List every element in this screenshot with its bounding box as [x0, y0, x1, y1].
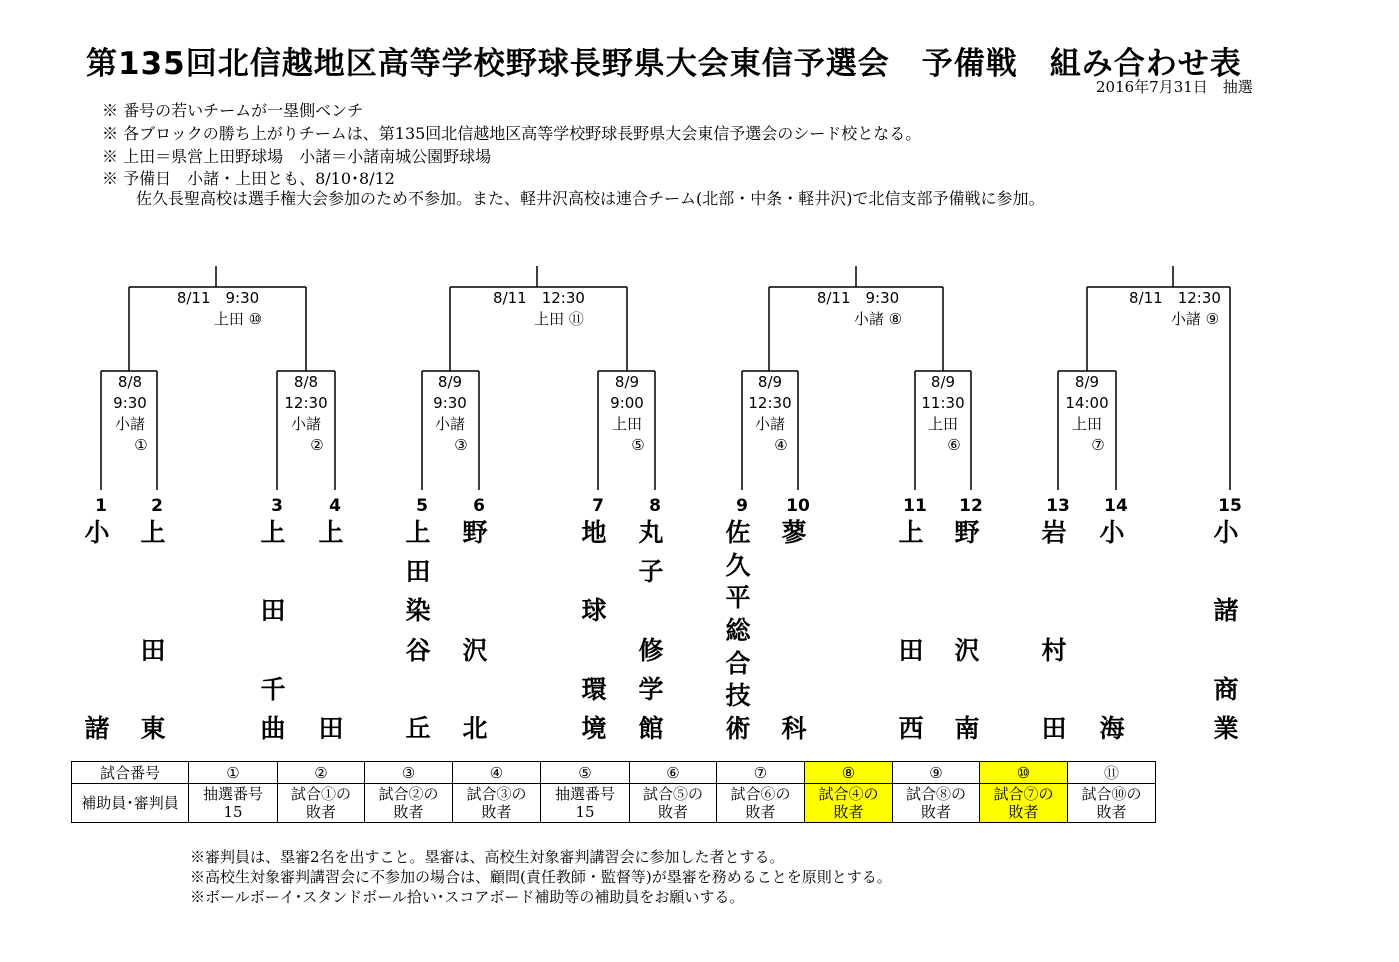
team-number: 9	[736, 496, 748, 516]
team-number: 12	[959, 496, 983, 516]
game-number: ①	[134, 436, 148, 454]
team-number: 4	[329, 496, 341, 516]
game-date: 8/8	[293, 373, 319, 391]
duty-game-number: ②	[278, 762, 365, 784]
game-venue: 小諸	[114, 415, 146, 433]
team-name	[577, 518, 611, 744]
game-number: ⑤	[631, 436, 645, 454]
team-name-char: 沢	[954, 635, 980, 665]
duty-assignment-line: 試合①の	[290, 785, 351, 803]
team-name-char: 野	[462, 518, 488, 547]
duty-assignment-line: 試合④の	[818, 785, 879, 803]
team-number: 14	[1104, 496, 1128, 516]
game-time: 9:00	[610, 394, 644, 412]
duty-assignment-line: 試合②の	[378, 785, 439, 803]
game-time: 12:30	[284, 394, 328, 412]
game-date: 8/8	[117, 373, 143, 391]
duty-assignment-line: 敗者	[745, 803, 776, 821]
team-name-char: 上	[260, 518, 286, 547]
team-name	[894, 518, 928, 744]
first-game-7	[1065, 372, 1108, 456]
note-bench: ※ 番号の若いチームが一塁側ベンチ	[102, 101, 364, 120]
team-name-char: 千	[260, 674, 286, 704]
team-name	[1209, 518, 1243, 744]
note-reserve-day: ※ 予備日 小諸・上田とも、8/10･8/12	[102, 169, 395, 188]
team-number: 7	[592, 496, 604, 516]
duty-assignment-line: 試合⑩の	[1081, 785, 1142, 803]
team-number: 10	[786, 496, 810, 516]
team-name-char: 地	[581, 518, 607, 547]
team-name-char: 修	[638, 635, 664, 665]
team-number: 2	[151, 496, 163, 516]
duty-game-number: ⑪	[1068, 762, 1156, 784]
final-game-8	[814, 288, 902, 330]
team-name-char: 田	[140, 635, 166, 665]
team-number: 11	[903, 496, 927, 516]
duty-assignment	[541, 784, 630, 823]
duty-table-game-header: 試合番号	[72, 762, 189, 784]
final-game-venue: 上田 ⑩	[213, 310, 263, 328]
duty-assignment-line: 敗者	[481, 803, 512, 821]
team-name	[458, 518, 492, 744]
team-name-char: 平	[725, 583, 751, 613]
team-name-char: 小	[1099, 518, 1125, 547]
duty-assignment	[453, 784, 541, 823]
duty-assignment-line: 抽選番号	[202, 785, 263, 803]
duty-table-header-row	[72, 762, 1156, 784]
team-number: 13	[1046, 496, 1070, 516]
team-name	[136, 518, 170, 744]
duty-game-number: ⑥	[630, 762, 717, 784]
team-name-char: 環	[581, 674, 607, 704]
duty-assignment-line: 試合⑤の	[642, 785, 703, 803]
final-game-venue: 上田 ⑪	[534, 310, 584, 328]
duty-assignment	[630, 784, 717, 823]
team-number: 5	[416, 496, 428, 516]
duty-assignment	[1068, 784, 1156, 823]
duty-assignment-line: 敗者	[305, 803, 336, 821]
team-name-char: 北	[462, 714, 488, 743]
footnote-advisor: ※高校生対象審判講習会に不参加の場合は、顧問(責任教師・監督等)が塁審を務めることを原則とする。	[190, 868, 892, 886]
duty-assignment-line: 試合⑦の	[993, 785, 1054, 803]
team-name-char: 合	[725, 648, 751, 678]
final-game-venue: 小諸 ⑨	[1170, 310, 1220, 328]
team-name-char: 諸	[84, 714, 110, 743]
duty-game-number: ⑨	[893, 762, 980, 784]
duty-game-number: ⑧	[805, 762, 893, 784]
team-name-char: 曲	[260, 714, 286, 743]
game-number: ③	[454, 436, 468, 454]
team-number: 1	[95, 496, 107, 516]
note-absent-schools: 佐久長聖高校は選手権大会参加のため不参加。また、軽井沢高校は連合チーム(北部・中条・軽井沢)で北信支部予備戦に参加。	[136, 189, 1045, 208]
team-name-char: 西	[898, 714, 924, 743]
team-number: 15	[1218, 496, 1242, 516]
team-name-char: 蓼	[781, 518, 807, 547]
team-name-char: 技	[725, 681, 751, 711]
team-name	[950, 518, 984, 744]
team-number: 3	[271, 496, 283, 516]
team-name-char: 田	[405, 557, 431, 587]
first-game-5	[609, 372, 644, 456]
team-number: 8	[649, 496, 661, 516]
final-game-date-time: 8/11 9:30	[816, 289, 900, 307]
game-time: 14:00	[1065, 394, 1109, 412]
duty-assignment-line: 15	[575, 803, 595, 821]
team-name	[777, 518, 811, 744]
game-date: 8/9	[1074, 373, 1100, 391]
duty-table-assign-row	[72, 784, 1156, 823]
duty-assignment-line: 試合⑥の	[730, 785, 791, 803]
duty-game-number: ①	[189, 762, 278, 784]
game-venue: 上田	[611, 415, 643, 433]
team-name-char: 岩	[1041, 518, 1067, 547]
final-game-11	[493, 288, 585, 330]
game-time: 11:30	[921, 394, 965, 412]
team-name-char: 佐	[725, 518, 751, 547]
duty-game-number: ⑤	[541, 762, 630, 784]
duty-assignment	[980, 784, 1068, 823]
team-name-char: 村	[1041, 635, 1067, 665]
duty-assignment-line: 15	[223, 803, 243, 821]
game-date: 8/9	[757, 373, 783, 391]
team-name-char: 谷	[405, 635, 431, 665]
team-name-char: 球	[581, 596, 607, 626]
team-name-char: 上	[318, 518, 344, 547]
final-game-date-time: 8/11 9:30	[176, 289, 260, 307]
team-name	[634, 518, 668, 744]
draw-date: 2016年7月31日 抽選	[1096, 78, 1253, 96]
team-name-char: 上	[898, 518, 924, 547]
team-name-char: 上	[140, 518, 166, 547]
duty-game-number: ⑩	[980, 762, 1068, 784]
game-venue: 上田	[1071, 415, 1103, 433]
game-date: 8/9	[614, 373, 640, 391]
duty-assignment-line: 敗者	[393, 803, 424, 821]
page-title: 第135回北信越地区高等学校野球長野県大会東信予選会 予備戦 組み合わせ表	[86, 46, 1242, 82]
final-game-9	[1129, 288, 1221, 330]
team-name-char: 子	[638, 557, 664, 587]
game-venue: 小諸	[290, 415, 322, 433]
team-name-char: 学	[638, 674, 664, 704]
game-number: ②	[310, 436, 324, 454]
footnote-helpers: ※ボールボーイ･スタンドボール拾い･スコアボード補助等の補助員をお願いする。	[190, 888, 745, 906]
team-number: 6	[473, 496, 485, 516]
team-name-char: 野	[954, 518, 980, 547]
duty-table-duty-header: 補助員･審判員	[72, 784, 189, 823]
footnote-umpire: ※審判員は、塁審2名を出すこと。塁審は、高校生対象審判講習会に参加した者とする。	[190, 848, 785, 866]
team-name	[401, 518, 435, 744]
first-game-4	[748, 372, 791, 456]
team-name-char: 東	[140, 714, 166, 743]
first-game-6	[921, 372, 964, 456]
team-name-char: 科	[781, 714, 807, 743]
first-game-1	[112, 372, 147, 456]
team-name-char: 田	[318, 714, 344, 743]
game-venue: 上田	[927, 415, 959, 433]
duty-assignment	[893, 784, 980, 823]
first-game-3	[432, 372, 467, 456]
team-name-char: 商	[1213, 674, 1239, 704]
team-name	[721, 518, 755, 744]
team-name-char: 業	[1213, 714, 1239, 743]
team-name-char: 田	[898, 635, 924, 665]
duty-assignment	[365, 784, 453, 823]
game-date: 8/9	[930, 373, 956, 391]
game-venue: 小諸	[434, 415, 466, 433]
team-name	[80, 518, 114, 744]
duty-assignment-line: 試合③の	[466, 785, 527, 803]
game-time: 9:30	[433, 394, 467, 412]
game-number: ⑥	[947, 436, 961, 454]
duty-assignment	[189, 784, 278, 823]
duty-assignment-line: 抽選番号	[554, 785, 615, 803]
team-name-char: 総	[725, 616, 751, 645]
duty-game-number: ⑦	[717, 762, 805, 784]
team-name-char: 小	[1213, 518, 1239, 547]
final-game-date-time: 8/11 12:30	[493, 289, 585, 307]
team-name-char: 上	[405, 518, 431, 547]
note-seed: ※ 各ブロックの勝ち上がりチームは、第135回北信越地区高等学校野球長野県大会東信予選会のシード校となる。	[102, 124, 922, 143]
team-name-char: 沢	[462, 635, 488, 665]
team-name-char: 諸	[1213, 596, 1239, 626]
duty-assignment	[278, 784, 365, 823]
duty-assignment	[805, 784, 893, 823]
team-name	[1095, 518, 1129, 744]
game-number: ④	[774, 436, 788, 454]
team-name-char: 丸	[638, 518, 664, 547]
duty-assignment	[717, 784, 805, 823]
duty-assignment-line: 敗者	[1096, 803, 1127, 821]
duty-assignment-line: 敗者	[657, 803, 688, 821]
game-time: 12:30	[748, 394, 792, 412]
final-game-date-time: 8/11 12:30	[1129, 289, 1221, 307]
team-name-char: 南	[954, 714, 980, 743]
team-name-char: 田	[1041, 714, 1067, 743]
team-name-char: 田	[260, 596, 286, 626]
game-number: ⑦	[1091, 436, 1105, 454]
final-game-10	[174, 288, 262, 330]
duty-game-number: ④	[453, 762, 541, 784]
game-date: 8/9	[437, 373, 463, 391]
team-name-char: 小	[84, 518, 110, 547]
final-game-venue: 小諸 ⑧	[853, 310, 903, 328]
game-venue: 小諸	[754, 415, 786, 433]
first-game-2	[284, 372, 327, 456]
duty-assignment-line: 敗者	[1008, 803, 1039, 821]
team-name	[314, 518, 348, 744]
team-name	[1037, 518, 1071, 744]
team-name-char: 丘	[405, 714, 431, 743]
duty-game-number: ③	[365, 762, 453, 784]
duty-table	[71, 761, 1156, 823]
team-name	[256, 518, 290, 744]
team-name-char: 館	[638, 714, 664, 743]
duty-assignment-line: 敗者	[920, 803, 951, 821]
team-name-char: 境	[581, 714, 607, 743]
game-time: 9:30	[113, 394, 147, 412]
duty-assignment-line: 敗者	[833, 803, 864, 821]
team-name-char: 術	[725, 714, 751, 743]
duty-assignment-line: 試合⑧の	[905, 785, 966, 803]
team-name-char: 海	[1099, 714, 1125, 743]
team-name-char: 久	[725, 550, 751, 580]
team-name-char: 染	[405, 596, 431, 626]
note-venues: ※ 上田＝県営上田野球場 小諸＝小諸南城公園野球場	[102, 147, 492, 166]
